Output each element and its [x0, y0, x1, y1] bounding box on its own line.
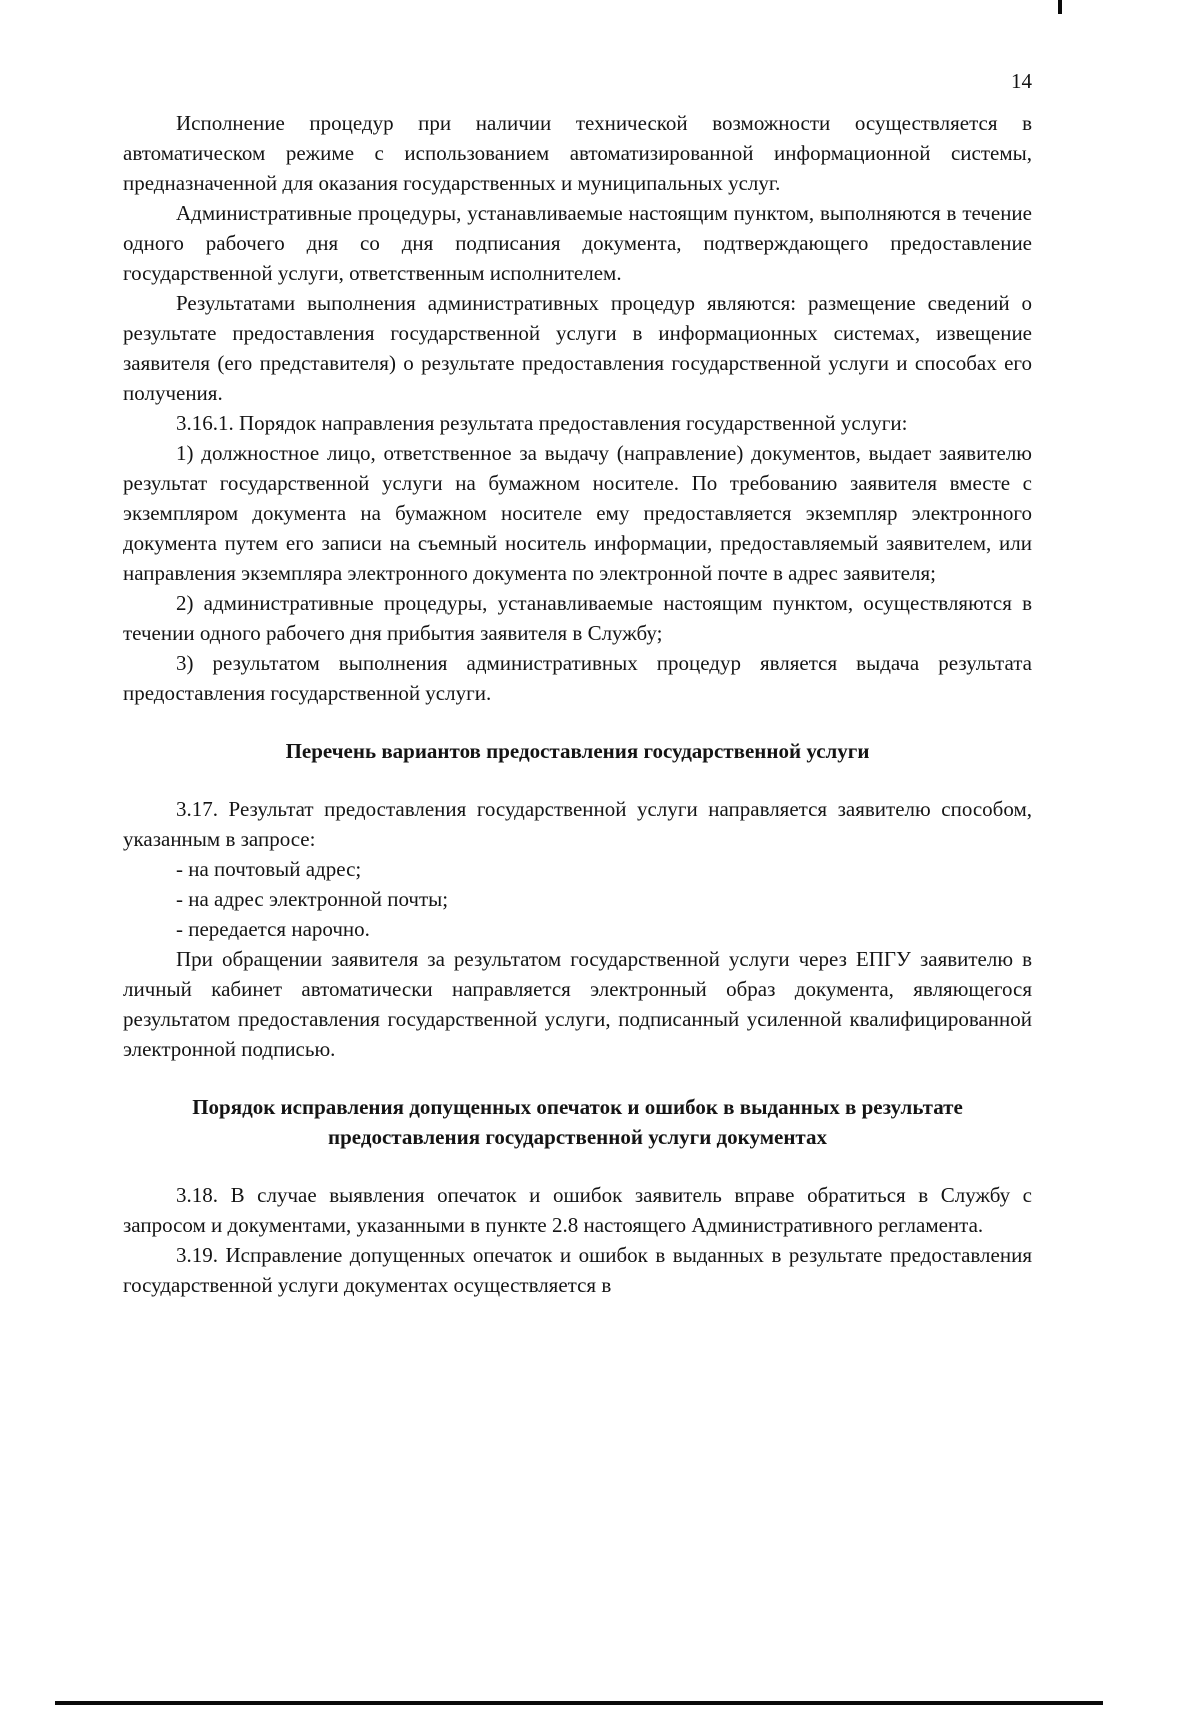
paragraph: 3.16.1. Порядок направления результата предоставления государственной услуги: [176, 411, 908, 435]
paragraph: Исполнение процедур при наличии технической возможности осуществляется в автоматическом режиме с использованием автоматизированной информационной системы, предназначенной для оказания государственных и муниципальных услуг. [123, 111, 1032, 195]
paragraph: 3.19. Исправление допущенных опечаток и ошибок в выданных в результате предоставления государственной услуги документах осуществляется в [123, 1243, 1032, 1297]
scan-artifact-bottom-line [55, 1701, 1103, 1705]
list-line: - передается нарочно. [176, 917, 370, 941]
page-number: 14 [1011, 69, 1032, 93]
paragraph: 2) административные процедуры, устанавливаемые настоящим пунктом, осуществляются в течении одного рабочего дня прибытия заявителя в Службу; [123, 591, 1032, 645]
paragraph: Результатами выполнения административных процедур являются: размещение сведений о результате предоставления государственной услуги в информационных системах, извещение заявителя (его представителя) о результате предоставления государственной услуги и способах его получения. [123, 291, 1032, 405]
list-line: - на почтовый адрес; [176, 857, 362, 881]
section-heading: Перечень вариантов предоставления государственной услуги [285, 739, 870, 763]
paragraph: 1) должностное лицо, ответственное за выдачу (направление) документов, выдает заявителю результат государственной услуги на бумажном носителе. По требованию заявителя вместе с экземпляром документа на бумажном носителе ему предоставляется экземпляр электронного документа путем его записи на съемный носитель информации, предоставляемый заявителем, или направления экземпляра электронного документа по электронной почте в адрес заявителя; [123, 441, 1032, 585]
paragraph: При обращении заявителя за результатом государственной услуги через ЕПГУ заявителю в личный кабинет автоматически направляется электронный образ документа, являющегося результатом предоставления государственной услуги, подписанный усиленной квалифицированной электронной подписью. [123, 947, 1032, 1061]
scan-artifact-top-right [1058, 0, 1062, 14]
list-line: - на адрес электронной почты; [176, 887, 449, 911]
document-content [123, 108, 1032, 1300]
paragraph: 3.18. В случае выявления опечаток и ошибок заявитель вправе обратиться в Службу с запросом и документами, указанными в пункте 2.8 настоящего Административного регламента. [123, 1183, 1032, 1237]
paragraph: 3) результатом выполнения административных процедур является выдача результата предоставления государственной услуги. [123, 651, 1032, 705]
paragraph: Административные процедуры, устанавливаемые настоящим пунктом, выполняются в течение одного рабочего дня со дня подписания документа, подтверждающего предоставление государственной услуги, ответственным исполнителем. [123, 201, 1032, 285]
section-heading: Порядок исправления допущенных опечаток и ошибок в выданных в результате предоставления государственной услуги документах [192, 1095, 963, 1149]
paragraph: 3.17. Результат предоставления государственной услуги направляется заявителю способом, указанным в запросе: [123, 797, 1032, 851]
